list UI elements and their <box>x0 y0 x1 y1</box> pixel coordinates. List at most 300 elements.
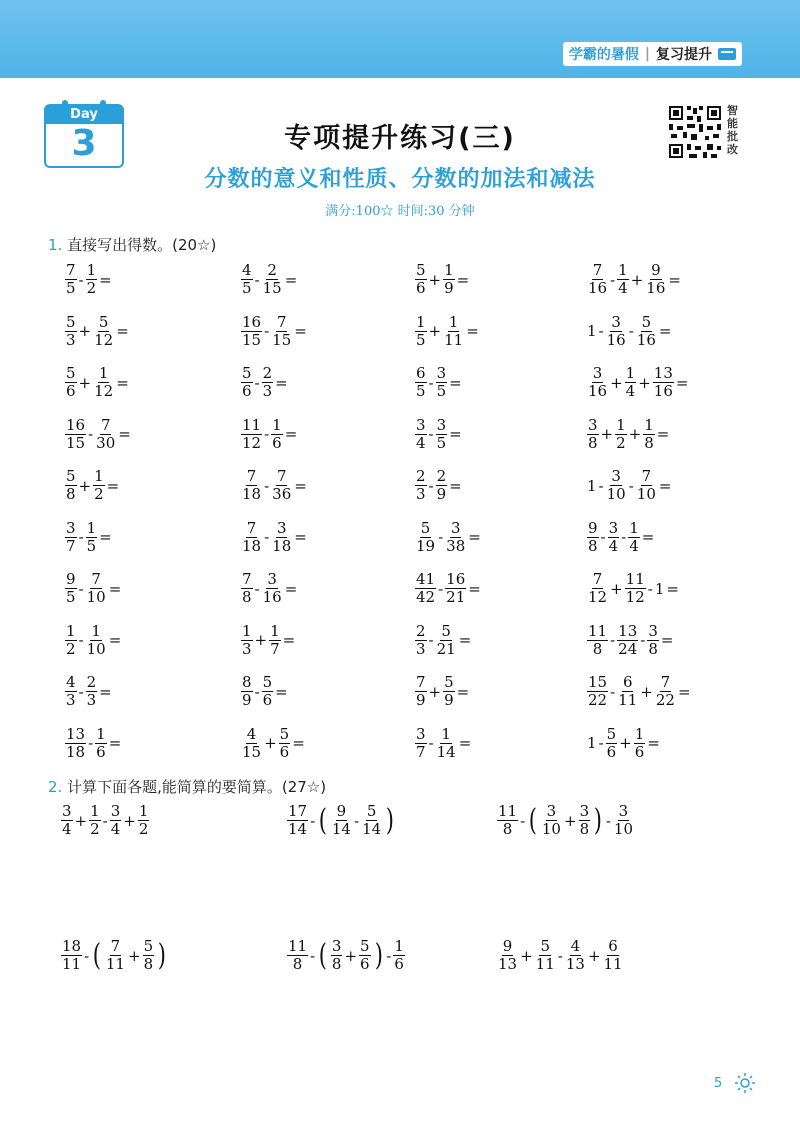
operator: = <box>668 270 681 289</box>
operator: + <box>587 946 601 965</box>
fraction <box>65 314 77 349</box>
operator: - <box>310 811 316 830</box>
problem-8 <box>586 314 672 349</box>
operator: - <box>264 476 270 495</box>
numerator: 7 <box>242 570 252 588</box>
operator: - <box>353 811 360 830</box>
operator: - <box>264 322 270 340</box>
fraction <box>65 623 77 658</box>
problem-9 <box>64 365 130 400</box>
page-title: 专项提升练习(三) <box>284 123 516 154</box>
denominator: 11 <box>603 955 623 973</box>
fraction <box>271 417 283 452</box>
denominator: 6 <box>66 382 76 400</box>
denominator: 2 <box>138 820 149 838</box>
denominator: 3 <box>66 691 76 709</box>
qr-char: 批 <box>727 130 738 143</box>
operator: - <box>520 811 526 830</box>
numerator: 5 <box>444 673 454 691</box>
fraction <box>603 938 624 973</box>
operator: - <box>598 476 604 495</box>
operator: = <box>108 734 122 752</box>
numerator: 5 <box>416 261 426 279</box>
numerator: 11 <box>288 937 308 955</box>
denominator: 5 <box>86 536 97 555</box>
numerator: 1 <box>94 467 104 485</box>
fraction <box>436 623 457 658</box>
numerator: 3 <box>611 467 621 485</box>
operator: + <box>563 811 577 830</box>
numerator: 5 <box>279 724 290 743</box>
fraction <box>105 938 126 973</box>
denominator: 10 <box>541 820 561 838</box>
numerator: 9 <box>66 570 76 588</box>
fraction <box>415 623 427 658</box>
numerator: 7 <box>66 261 76 279</box>
qr-char: 智 <box>727 104 738 117</box>
denominator: 6 <box>272 433 282 452</box>
numerator: 3 <box>579 802 590 820</box>
numerator: 16 <box>66 415 86 434</box>
operator: 1 <box>587 322 597 340</box>
denominator: 24 <box>618 639 638 658</box>
operator: + <box>344 946 358 965</box>
numerator: 1 <box>618 261 628 279</box>
calc-problem-3 <box>496 803 635 838</box>
operator: = <box>456 270 470 289</box>
numerator: 5 <box>360 937 370 955</box>
denominator: 5 <box>436 433 447 452</box>
fraction <box>587 674 608 709</box>
operator: = <box>284 579 298 598</box>
numerator: 1 <box>394 937 404 955</box>
denominator: 14 <box>331 820 351 838</box>
operator: + <box>264 734 277 752</box>
operator: - <box>78 631 84 649</box>
fraction <box>271 314 292 349</box>
denominator: 22 <box>655 691 675 709</box>
denominator: 3 <box>262 382 273 400</box>
operator: - <box>254 270 260 289</box>
denominator: 14 <box>436 742 456 761</box>
numerator: 7 <box>592 570 603 588</box>
problem-28 <box>586 571 680 606</box>
problem-34 <box>240 674 289 709</box>
qr-char: 改 <box>727 143 738 156</box>
fraction <box>541 803 562 838</box>
numerator: 13 <box>653 364 673 382</box>
operator: = <box>458 734 472 752</box>
numerator: 3 <box>62 802 72 820</box>
section-number: 1. <box>48 236 63 254</box>
denominator: 22 <box>588 691 608 709</box>
problem-13 <box>64 417 132 452</box>
fraction <box>241 314 262 349</box>
operator: + <box>254 631 268 649</box>
fraction <box>86 674 98 709</box>
fraction <box>86 571 107 606</box>
fraction <box>241 726 262 761</box>
denominator: 6 <box>606 742 617 761</box>
problem-11 <box>414 365 463 400</box>
denominator: 8 <box>66 485 76 503</box>
operator: + <box>127 946 141 965</box>
operator: = <box>284 425 298 443</box>
problem-39 <box>414 726 472 761</box>
fraction <box>606 468 627 503</box>
numerator: 3 <box>436 415 447 434</box>
fraction <box>587 623 608 658</box>
denominator: 9 <box>444 691 454 709</box>
denominator: 12 <box>94 330 114 349</box>
numerator: 1 <box>444 261 454 279</box>
operator: = <box>468 528 481 546</box>
denominator: 15 <box>242 330 262 349</box>
calc-problem-2 <box>286 803 397 838</box>
operator: + <box>610 373 623 392</box>
denominator: 2 <box>90 820 100 838</box>
denominator: 8 <box>644 433 654 452</box>
numerator: 6 <box>416 364 426 382</box>
fraction <box>617 262 629 297</box>
section-label: 复习提升 <box>656 47 712 63</box>
operator: = <box>99 528 112 546</box>
qr-code-icon[interactable] <box>667 104 723 160</box>
problem-31 <box>414 623 472 658</box>
fraction <box>625 571 646 606</box>
fraction <box>606 726 618 761</box>
denominator: 15 <box>242 742 262 761</box>
numerator: 41 <box>416 570 436 588</box>
day-label: Day <box>46 106 122 124</box>
problem-10 <box>240 365 289 400</box>
problem-38 <box>240 726 306 761</box>
fraction <box>617 674 638 709</box>
numerator: 1 <box>416 312 426 331</box>
fraction <box>143 938 155 973</box>
fraction <box>608 520 620 555</box>
operator: + <box>638 373 651 392</box>
problem-29 <box>64 623 122 658</box>
numerator: 1 <box>86 518 97 537</box>
operator: = <box>449 425 462 443</box>
problem-19 <box>414 468 463 503</box>
operator: + <box>600 425 614 443</box>
fraction <box>443 314 464 349</box>
sun-icon <box>734 1072 756 1094</box>
denominator: 12 <box>94 382 114 400</box>
fraction <box>65 365 77 400</box>
numerator: 1 <box>96 724 106 743</box>
operator: = <box>466 322 479 340</box>
numerator: 8 <box>242 673 252 691</box>
denominator: 18 <box>242 485 262 503</box>
denominator: 7 <box>66 536 76 555</box>
problem-14 <box>240 417 298 452</box>
fraction <box>65 571 77 606</box>
denominator: 6 <box>634 742 645 761</box>
problem-17 <box>64 468 120 503</box>
operator: + <box>78 322 92 340</box>
parenthesis: ) <box>374 937 383 973</box>
problem-32 <box>586 623 674 658</box>
denominator: 4 <box>629 536 639 555</box>
numerator: 5 <box>242 364 252 382</box>
denominator: 8 <box>331 955 342 973</box>
numerator: 7 <box>592 261 603 279</box>
fraction <box>393 938 405 973</box>
fraction <box>95 726 107 761</box>
operator: - <box>264 528 270 546</box>
denominator: 18 <box>66 742 86 761</box>
numerator: 3 <box>588 415 598 434</box>
fraction <box>497 803 518 838</box>
numerator: 1 <box>98 364 109 382</box>
parenthesis: ) <box>385 802 395 838</box>
numerator: 9 <box>502 937 513 955</box>
fraction <box>587 262 608 297</box>
operator: - <box>640 631 646 649</box>
fraction <box>587 520 599 555</box>
denominator: 9 <box>444 279 454 297</box>
denominator: 12 <box>242 433 262 452</box>
denominator: 18 <box>242 536 262 555</box>
operator: + <box>630 270 644 289</box>
section-number: 2. <box>48 778 63 796</box>
denominator: 11 <box>62 955 82 973</box>
operator: - <box>428 631 434 649</box>
problem-30 <box>240 623 296 658</box>
parenthesis: ( <box>318 802 328 838</box>
operator: + <box>640 682 653 701</box>
operator: = <box>449 373 462 392</box>
operator: 1 <box>654 579 665 598</box>
operator: - <box>102 811 108 830</box>
operator: + <box>74 811 88 830</box>
numerator: 9 <box>336 802 347 820</box>
denominator: 21 <box>436 639 456 658</box>
denominator: 4 <box>618 279 628 297</box>
numerator: 1 <box>242 621 252 640</box>
fraction <box>359 938 371 973</box>
fraction <box>617 623 638 658</box>
operator: = <box>458 631 472 649</box>
numerator: 7 <box>91 570 101 588</box>
fraction <box>89 803 101 838</box>
operator: - <box>621 528 627 546</box>
numerator: 4 <box>66 673 76 691</box>
denominator: 9 <box>436 485 447 503</box>
fraction <box>271 520 292 555</box>
operator: = <box>658 476 672 495</box>
fraction <box>615 417 627 452</box>
denominator: 6 <box>262 691 273 709</box>
operator: - <box>254 682 260 701</box>
fraction <box>628 520 640 555</box>
operator: = <box>99 682 112 701</box>
numerator: 18 <box>62 937 82 955</box>
fraction <box>415 417 427 452</box>
problem-40 <box>586 726 661 761</box>
operator: = <box>658 322 672 340</box>
day-number: 3 <box>71 123 97 164</box>
denominator: 6 <box>96 742 106 761</box>
denominator: 2 <box>94 485 104 503</box>
denominator: 15 <box>262 279 282 297</box>
fraction <box>86 262 98 297</box>
fraction <box>606 314 627 349</box>
denominator: 13 <box>565 955 585 973</box>
operator: = <box>275 373 288 392</box>
problem-5 <box>64 314 130 349</box>
denominator: 4 <box>625 382 636 400</box>
numerator: 1 <box>634 724 645 743</box>
operator: = <box>275 682 288 701</box>
denominator: 10 <box>606 485 626 503</box>
operator: = <box>456 682 470 701</box>
fraction <box>643 417 655 452</box>
denominator: 5 <box>66 588 76 606</box>
denominator: 16 <box>588 279 608 297</box>
fraction <box>65 726 86 761</box>
numerator: 17 <box>288 802 308 820</box>
fraction <box>331 803 352 838</box>
numerator: 5 <box>606 724 617 743</box>
numerator: 1 <box>86 261 97 279</box>
operator: - <box>628 476 634 495</box>
fraction <box>86 623 107 658</box>
denominator: 16 <box>646 279 666 297</box>
fraction <box>110 803 122 838</box>
operator: = <box>660 631 674 649</box>
numerator: 2 <box>436 467 447 485</box>
fraction <box>587 417 599 452</box>
operator: - <box>600 528 606 546</box>
fraction <box>655 674 676 709</box>
problem-15 <box>414 417 463 452</box>
denominator: 5 <box>66 279 76 297</box>
operator: = <box>468 579 481 598</box>
operator: = <box>118 425 131 443</box>
numerator: 7 <box>416 673 426 691</box>
section-text: 直接写出得数。(20☆) <box>67 236 217 254</box>
fraction <box>93 365 114 400</box>
operator: - <box>310 946 316 965</box>
problem-26 <box>240 571 298 606</box>
operator: = <box>666 579 679 598</box>
numerator: 5 <box>66 312 76 331</box>
page-subtitle: 分数的意义和性质、分数的加法和减法 <box>204 166 596 192</box>
fraction <box>415 314 427 349</box>
section-text: 计算下面各题,能简算的要简算。(27☆) <box>67 778 327 796</box>
numerator: 5 <box>66 467 76 485</box>
numerator: 6 <box>622 673 633 691</box>
denominator: 8 <box>502 820 513 838</box>
operator: + <box>619 734 632 752</box>
fraction <box>634 726 646 761</box>
numerator: 5 <box>420 518 431 537</box>
numerator: 16 <box>242 312 262 331</box>
denominator: 10 <box>636 485 656 503</box>
numerator: 3 <box>66 518 76 537</box>
fraction <box>262 571 283 606</box>
fraction <box>269 623 281 658</box>
denominator: 15 <box>66 433 86 452</box>
operator: - <box>78 579 84 598</box>
operator: = <box>647 734 660 752</box>
denominator: 16 <box>653 382 673 400</box>
numerator: 3 <box>648 621 658 640</box>
numerator: 3 <box>110 802 121 820</box>
operator: = <box>656 425 670 443</box>
fraction <box>61 938 82 973</box>
problem-35 <box>414 674 470 709</box>
fraction <box>415 468 427 503</box>
operator: - <box>610 682 616 701</box>
numerator: 3 <box>331 937 342 955</box>
fraction <box>613 803 634 838</box>
denominator: 9 <box>242 691 252 709</box>
denominator: 2 <box>616 433 626 452</box>
numerator: 1 <box>90 802 100 820</box>
operator: = <box>292 734 305 752</box>
operator: = <box>294 476 307 495</box>
fraction <box>415 726 427 761</box>
numerator: 7 <box>110 937 121 955</box>
numerator: 1 <box>625 364 636 382</box>
denominator: 8 <box>588 536 598 555</box>
numerator: 3 <box>611 312 621 331</box>
denominator: 18 <box>272 536 292 555</box>
operator: = <box>675 373 689 392</box>
operator: = <box>116 322 129 340</box>
numerator: 3 <box>608 518 619 537</box>
numerator: 11 <box>625 570 645 588</box>
header-tag <box>563 42 742 66</box>
operator: + <box>123 811 136 830</box>
numerator: 2 <box>86 673 97 691</box>
denominator: 10 <box>613 820 633 838</box>
operator: + <box>520 946 533 965</box>
denominator: 3 <box>416 639 426 658</box>
operator: = <box>116 373 129 392</box>
operator: = <box>108 579 122 598</box>
operator: - <box>78 682 84 701</box>
operator: - <box>88 734 94 752</box>
numerator: 5 <box>540 937 550 955</box>
operator: = <box>449 476 462 495</box>
operator: - <box>428 476 434 495</box>
fraction <box>653 365 674 400</box>
fraction <box>415 365 427 400</box>
denominator: 14 <box>362 820 382 838</box>
fraction <box>241 417 262 452</box>
denominator: 8 <box>648 639 658 658</box>
numerator: 4 <box>242 261 252 279</box>
denominator: 36 <box>272 485 292 503</box>
numerator: 3 <box>450 518 461 537</box>
fraction <box>625 365 637 400</box>
denominator: 12 <box>588 588 608 606</box>
problem-22 <box>240 520 308 555</box>
operator: - <box>598 734 604 752</box>
problem-12 <box>586 365 689 400</box>
numerator: 7 <box>276 312 287 331</box>
operator: - <box>254 579 260 598</box>
numerator: 3 <box>436 364 447 382</box>
numerator: 5 <box>441 621 451 640</box>
denominator: 38 <box>446 536 466 555</box>
